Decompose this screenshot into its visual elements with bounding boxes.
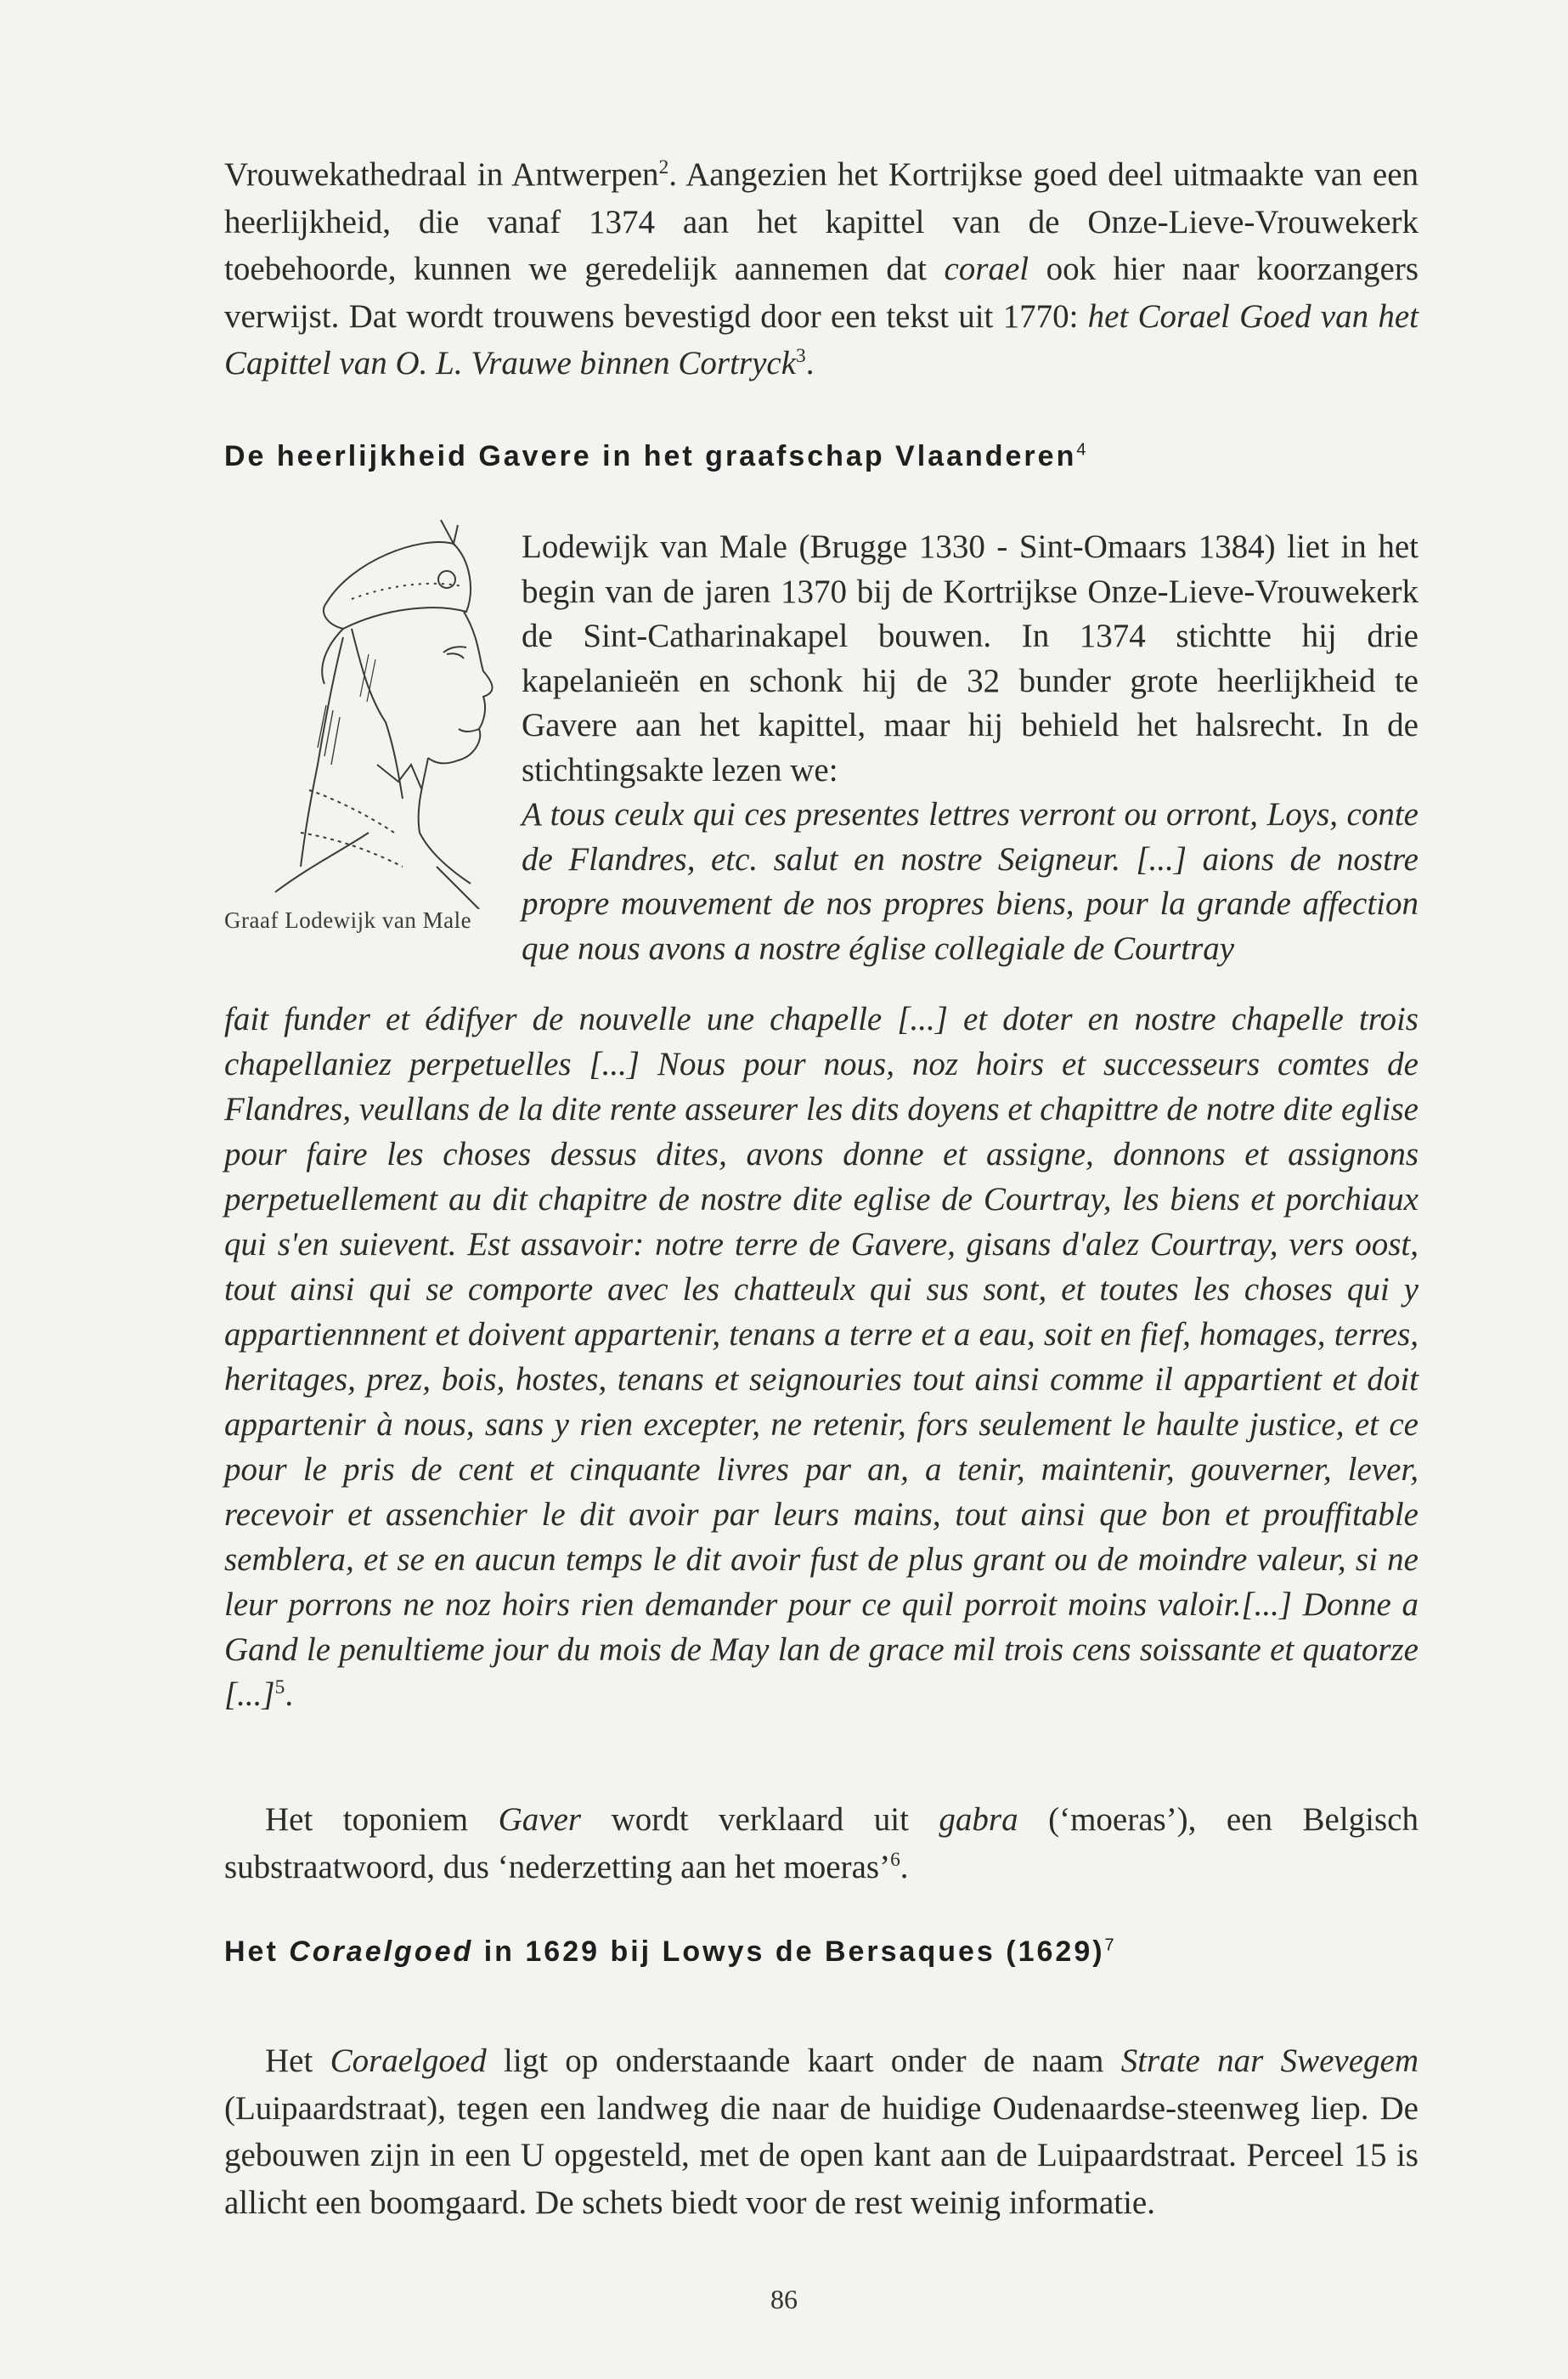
footnote-ref[interactable]: 6 <box>890 1848 900 1871</box>
footnote-ref[interactable]: 4 <box>1076 440 1086 460</box>
closing-paragraph: Het Coraelgoed ligt op onderstaande kaart onder de naam Strate nar Swevegem (Luipaardstraat), tegen een landweg die naar de huidige Oudenaardse-steenweg liep. De gebouwen zijn in een U opgesteld, met de open kant aan de Luipaardstraat. Perceel 15 is allicht een boomgaard. De schets biedt voor de rest weinig informatie. <box>224 2043 1419 2221</box>
footnote-ref[interactable]: 2 <box>658 156 669 178</box>
page-number: 86 <box>770 2284 798 2314</box>
footnote-ref[interactable]: 7 <box>1104 1935 1114 1955</box>
section-heading-2: Het Coraelgoed in 1629 bij Lowys de Bersaques $(1629)^7$ <box>224 1935 1114 1968</box>
portrait-drawing <box>224 510 505 909</box>
footnote-ref[interactable]: 3 <box>796 345 806 367</box>
section-heading: De heerlijkheid Gavere in het graafschap Vlaanderen$^4$ <box>224 440 1086 472</box>
quote-continuation: fait funder et édifyer de nouvelle une chapelle [...] et doter en nostre chapelle trois chapellaniez perpetuelles [...] Nous pour nous, noz hoirs et successeurs comtes de Flandres, veullans de la dite rente asseurer les dits doyens et chapittre de notre dite eglise pour faire les choses dessus dites, avons donne et assigne, donnons et assignons perpetuellement au dit chapitre de nostre dite eglise de Courtray, les biens et porchiaux qui s'en suievent. Est assavoir: notre terre de Gavere, gisans d'alez Courtray, vers oost, tout ainsi qui se comporte avec les chatteulx qui sus sont, et toutes les choses qui y appartiennnent et doivent appartenir, tenans a terre et a eau, soit en fief, homages, terres, heritages, prez, bois, hostes, tenans et seignouries tout ainsi comme il appartient et doit appartenir à nous, sans y rien excepter, ne retenir, fors seulement le haulte justice, et ce pour le pris de cent et cinquante livres par an, a tenir, maintenir, gouverner, lever, recevoir et assenchier le dit avoir par leurs mains, tout ainsi que bon et prouffitable semblera, et se en aucun temps le dit avoir fust de plus grant ou de moindre valeur, si ne leur porrons ne noz hoirs rien demander pour ce quil porroit moins valoir.[...] Donne a Gand le penultieme jour du mois de May lan de grace mil trois cens soissante et quatorze [...]$^5$. <box>224 1001 1419 1713</box>
footnote-ref[interactable]: 5 <box>274 1676 285 1698</box>
portrait-figure <box>224 510 505 909</box>
quote-start: A tous ceulx qui ces presentes lettres verront ou orront, Loys, conte de Flandres, etc. salut en nostre Seigneur. [...] aions de nostre propre mouvement de nos propres biens, pour la grande affection que nous avons a nostre église collegiale de Courtray <box>522 796 1419 967</box>
toponym-paragraph: Het toponiem Gaver wordt verklaard uit gabra (‘moeras’), een Belgisch substraatwoord, dus ‘nederzetting aan het moeras’$^6$. <box>224 1801 1419 1885</box>
float-paragraph: Lodewijk van Male (Brugge 1330 - Sint-Omaars 1384) liet in het begin van de jaren 1370 bij de Kortrijkse Onze-Lieve-Vrouwekerk de Sint-Catharinakapel bouwen. In 1374 stichtte hij drie kapelanieën en schonk hij de 32 bunder grote heerlijkheid te Gavere aan het kapittel, maar hij behield het halsrecht. In de stichtingsakte lezen we: <box>522 528 1419 788</box>
intro-paragraph: Vrouwekathedraal in Antwerpen$^2$. Aangezien het Kortrijkse goed deel uitmaakte van een heerlijkheid, die vanaf 1374 aan het kapittel van de Onze-Lieve-Vrouwekerk toebehoorde, kunnen we geredelijk aannemen dat corael ook hier naar koorzangers verwijst. Dat wordt trouwens bevestigd door een tekst uit 1770: het Corael Goed van het Capittel van O. L. Vrauwe binnen Cortryck$^3$. <box>224 156 1419 381</box>
float-text-column <box>522 525 1419 971</box>
figure-caption: Graaf Lodewijk van Male <box>224 907 472 933</box>
hat-shape <box>324 542 471 629</box>
